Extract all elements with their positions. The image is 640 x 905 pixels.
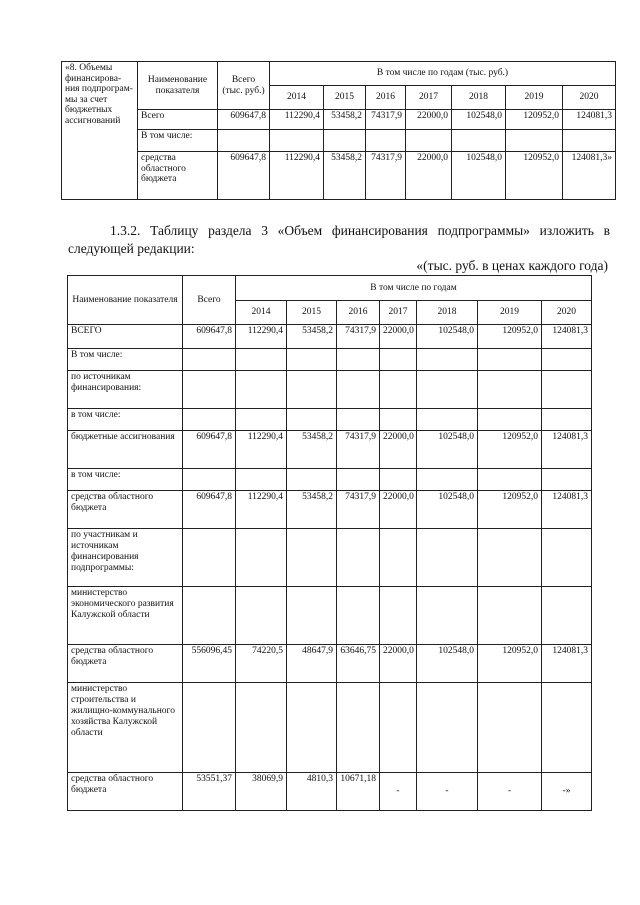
row-total: 609647,8 [218, 110, 270, 130]
row-name: по участникам и источникам финансирования подпрограммы: [68, 529, 183, 587]
year-header: 2017 [380, 301, 417, 325]
cell: 120952,0 [478, 325, 542, 349]
row-name: в том числе: [68, 409, 183, 431]
year-header: 2017 [406, 86, 452, 110]
row-name: ВСЕГО [68, 325, 183, 349]
row-total: 609647,8 [183, 431, 236, 469]
row-name: по источникам финансирования: [68, 371, 183, 409]
row-name: в том числе: [68, 469, 183, 491]
row-total: 53551,37 [183, 773, 236, 811]
table-row [68, 587, 592, 645]
cell: 124081,3 [542, 325, 592, 349]
cell: 112290,4 [270, 152, 324, 200]
cell: 74317,9 [337, 431, 380, 469]
cell: - [380, 773, 417, 811]
cell: - [478, 773, 542, 811]
year-header: 2014 [270, 86, 324, 110]
row-name: средства областного бюджета [138, 152, 218, 200]
header-years-group: В том числе по годам [236, 276, 592, 301]
row-name: средства областного бюджета [68, 645, 183, 683]
cell: 74317,9 [337, 491, 380, 529]
cell: 63646,75 [337, 645, 380, 683]
year-header: 2018 [452, 86, 506, 110]
cell: 53458,2 [287, 325, 337, 349]
table-row [68, 645, 592, 683]
table-row [62, 130, 616, 152]
cell: 112290,4 [236, 491, 287, 529]
cell: -» [542, 773, 592, 811]
year-header: 2015 [287, 301, 337, 325]
row-name: средства областного бюджета [68, 773, 183, 811]
row-name: бюджетные ассигнования [68, 431, 183, 469]
year-header: 2016 [337, 301, 380, 325]
row-name: министерство экономического развития Калужской области [68, 587, 183, 645]
table-row [62, 152, 616, 200]
header-total: Всего (тыс. руб.) [218, 62, 270, 110]
table-row [68, 325, 592, 349]
cell: 48647,9 [287, 645, 337, 683]
row-total: 609647,8 [218, 152, 270, 200]
cell: 112290,4 [236, 325, 287, 349]
header-name: Наименование показателя [138, 62, 218, 110]
year-header: 2019 [506, 86, 563, 110]
cell: 124081,3 [542, 645, 592, 683]
row-name: В том числе: [68, 349, 183, 371]
cell: 22000,0 [380, 325, 417, 349]
section-label: «8. Объемы финансирова-ния подпрограм-мы за счет бюджетных ассигнований [62, 62, 138, 200]
table-row [68, 349, 592, 371]
cell: 74317,9 [337, 325, 380, 349]
cell: 22000,0 [380, 431, 417, 469]
cell: 124081,3 [542, 491, 592, 529]
year-header: 2016 [366, 86, 406, 110]
financing-volume-table [67, 275, 592, 811]
cell: 10671,18 [337, 773, 380, 811]
table-row [68, 431, 592, 469]
amendment-paragraph: 1.3.2. Таблицу раздела 3 «Объем финансирования подпрограммы» изложить в следующей редакции: [68, 223, 610, 256]
row-total: 556096,45 [183, 645, 236, 683]
row-total: 609647,8 [183, 491, 236, 529]
cell: 124081,3 [563, 110, 616, 130]
header-years-group: В том числе по годам (тыс. руб.) [270, 62, 616, 86]
cell: 124081,3 [542, 431, 592, 469]
cell: 22000,0 [380, 645, 417, 683]
cell: 120952,0 [506, 110, 563, 130]
table-row [68, 773, 592, 811]
cell: 124081,3» [563, 152, 616, 200]
cell: 102548,0 [417, 645, 478, 683]
cell: 53458,2 [324, 152, 366, 200]
table-row [68, 491, 592, 529]
row-total: 609647,8 [183, 325, 236, 349]
units-note: «(тыс. руб. в ценах каждого года) [416, 258, 608, 273]
cell: 120952,0 [478, 645, 542, 683]
cell: 53458,2 [324, 110, 366, 130]
cell: 4810,3 [287, 773, 337, 811]
cell: 102548,0 [417, 431, 478, 469]
year-header: 2015 [324, 86, 366, 110]
cell: 120952,0 [478, 491, 542, 529]
table-row [68, 409, 592, 431]
cell: 102548,0 [452, 152, 506, 200]
cell: 22000,0 [380, 491, 417, 529]
cell: 102548,0 [452, 110, 506, 130]
cell: 53458,2 [287, 431, 337, 469]
cell: 120952,0 [478, 431, 542, 469]
cell: 102548,0 [417, 325, 478, 349]
financing-table-passport [61, 61, 616, 200]
year-header: 2014 [236, 301, 287, 325]
row-name: Всего [138, 110, 218, 130]
row-name: В том числе: [138, 130, 218, 152]
table-row [68, 469, 592, 491]
table-row [68, 683, 592, 773]
cell: 74317,9 [366, 110, 406, 130]
year-header: 2020 [542, 301, 592, 325]
year-header: 2018 [417, 301, 478, 325]
year-header: 2019 [478, 301, 542, 325]
cell: 120952,0 [506, 152, 563, 200]
cell: 102548,0 [417, 491, 478, 529]
cell: 53458,2 [287, 491, 337, 529]
cell: 112290,4 [270, 110, 324, 130]
cell: - [417, 773, 478, 811]
cell: 74317,9 [366, 152, 406, 200]
table-row [62, 110, 616, 130]
cell: 74220,5 [236, 645, 287, 683]
cell: 22000,0 [406, 152, 452, 200]
table-row [68, 529, 592, 587]
row-name: средства областного бюджета [68, 491, 183, 529]
header-total: Всего [183, 276, 236, 325]
year-header: 2020 [563, 86, 616, 110]
cell: 38069,9 [236, 773, 287, 811]
row-name: министерство строительства и жилищно-коммунального хозяйства Калужской области [68, 683, 183, 773]
cell: 112290,4 [236, 431, 287, 469]
cell: 22000,0 [406, 110, 452, 130]
table-row [68, 371, 592, 409]
header-name: Наименование показателя [68, 276, 183, 325]
